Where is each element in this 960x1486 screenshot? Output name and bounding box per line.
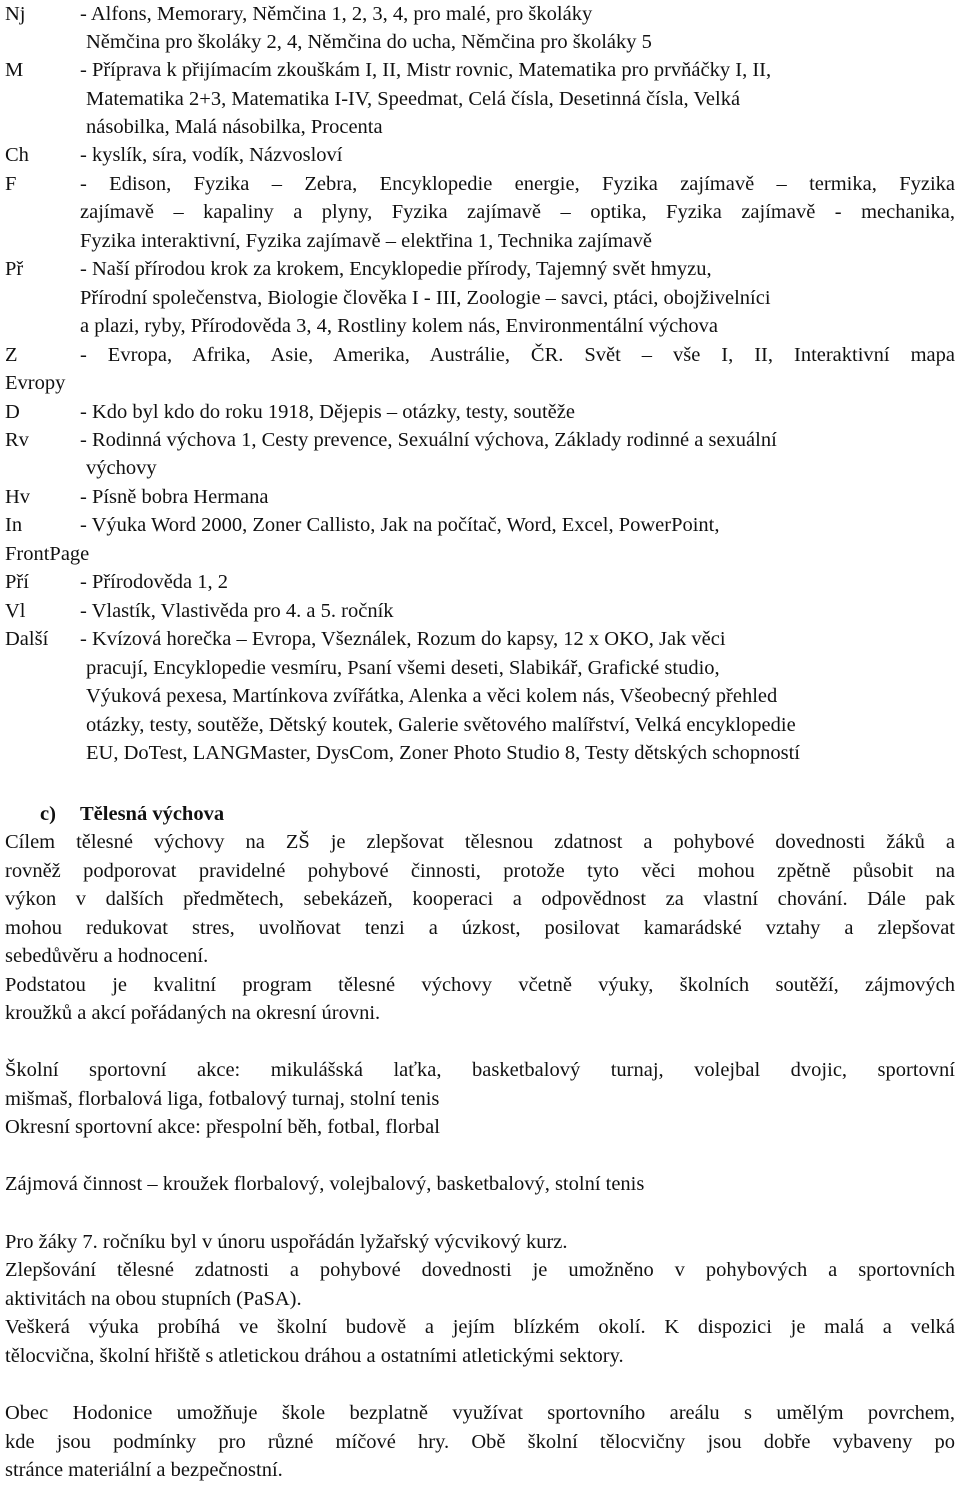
paragraph-line: Veškerá výuka probíhá ve školní budově a jejím blízkém okolí. K dispozici je malá a velká (5, 1316, 955, 1338)
paragraph-line: výkon v dalších předmětech, sebekázeň, kooperaci a odpovědnost za vlastní chování. Dále pak (5, 888, 955, 910)
paragraph-line: Školní sportovní akce: mikulášská laťka, basketbalový turnaj, volejbal dvojic, sportovní (5, 1059, 955, 1081)
paragraph-line: Zájmová činnost – kroužek florbalový, volejbalový, basketbalový, stolní tenis (5, 1173, 645, 1195)
subject-line: zajímavě – kapaliny a plyny, Fyzika zajímavě – optika, Fyzika zajímavě - mechanika, (80, 201, 955, 223)
subject-line: a plazi, ryby, Přírodověda 3, 4, Rostliny kolem nás, Environmentální výchova (80, 315, 719, 337)
subject-code-f: F (5, 173, 17, 195)
subject-code-dalsi: Další (5, 628, 49, 650)
subject-code-m: M (5, 59, 24, 81)
paragraph-line: mišmaš, florbalová liga, fotbalový turnaj, stolní tenis (5, 1088, 440, 1110)
subject-code-pr: Př (5, 258, 24, 280)
subject-code-z: Z (5, 344, 18, 366)
subject-line: otázky, testy, soutěže, Dětský koutek, Galerie světového malířství, Velká encyklopedie (86, 714, 796, 736)
paragraph-line: Okresní sportovní akce: přespolní běh, fotbal, florbal (5, 1116, 440, 1138)
paragraph-line: stránce materiální a bezpečnostní. (5, 1459, 283, 1481)
section-letter: c) (40, 803, 56, 825)
subject-line: - Kdo byl kdo do roku 1918, Dějepis – otázky, testy, soutěže (80, 401, 575, 423)
subject-code-pri: Pří (5, 571, 29, 593)
section-title: Tělesná výchova (80, 803, 225, 825)
paragraph-line: Zlepšování tělesné zdatnosti a pohybové dovednosti je umožněno v pohybových a sportovních (5, 1259, 955, 1281)
subject-line: - Přírodověda 1, 2 (80, 571, 229, 593)
subject-line: Výuková pexesa, Martínkova zvířátka, Alenka a věci kolem nás, Všeobecný přehled (86, 685, 778, 707)
subject-line: - Vlastík, Vlastivěda pro 4. a 5. ročník (80, 600, 394, 622)
subject-line: - Rodinná výchova 1, Cesty prevence, Sexuální výchova, Základy rodinné a sexuální (80, 429, 777, 451)
subject-line: Fyzika interaktivní, Fyzika zajímavě – elektřina 1, Technika zajímavě (80, 230, 652, 252)
subject-line: FrontPage (5, 543, 90, 565)
subject-code-hv: Hv (5, 486, 31, 508)
subject-line: Evropy (5, 372, 66, 394)
subject-line: EU, DoTest, LANGMaster, DysCom, Zoner Photo Studio 8, Testy dětských schopností (86, 742, 800, 764)
subject-line: - Kvízová horečka – Evropa, Všeználek, Rozum do kapsy, 12 x OKO, Jak věci (80, 628, 726, 650)
subject-line: - kyslík, síra, vodík, Názvosloví (80, 144, 343, 166)
paragraph-line: kroužků a akcí pořádaných na okresní úrovni. (5, 1002, 381, 1024)
paragraph-line: kde jsou podmínky pro různé míčové hry. Obě školní tělocvičny jsou dobře vybaveny po (5, 1431, 955, 1453)
subject-line: - Výuka Word 2000, Zoner Callisto, Jak na počítač, Word, Excel, PowerPoint, (80, 514, 720, 536)
paragraph-line: Obec Hodonice umožňuje škole bezplatně využívat sportovního areálu s umělým povrchem, (5, 1402, 955, 1424)
subject-line: - Evropa, Afrika, Asie, Amerika, Austrálie, ČR. Svět – vše I, II, Interaktivní mapa (80, 344, 955, 366)
subject-code-rv: Rv (5, 429, 29, 451)
paragraph-line: Pro žáky 7. ročníku byl v únoru uspořádán lyžařský výcvikový kurz. (5, 1231, 568, 1253)
subject-code-in: In (5, 514, 23, 536)
subject-line: výchovy (86, 457, 157, 479)
subject-line: - Edison, Fyzika – Zebra, Encyklopedie energie, Fyzika zajímavě – termika, Fyzika (80, 173, 955, 195)
paragraph-line: sebedůvěru a hodnocení. (5, 945, 209, 967)
paragraph-line: rovněž podporovat pravidelné pohybové činnosti, protože tyto věci mohou zpětně působit na (5, 860, 955, 882)
subject-line: Matematika 2+3, Matematika I-IV, Speedmat, Celá čísla, Desetinná čísla, Velká (86, 88, 741, 110)
paragraph-line: mohou redukovat stres, uvolňovat tenzi a úzkost, posilovat kamarádské vztahy a zlepšovat (5, 917, 955, 939)
subject-code-vl: Vl (5, 600, 26, 622)
paragraph-line: Podstatou je kvalitní program tělesné výchovy včetně výuky, školních soutěží, zájmových (5, 974, 955, 996)
subject-line: - Alfons, Memorary, Němčina 1, 2, 3, 4, pro malé, pro školáky (80, 3, 593, 25)
subject-code-nj: Nj (5, 3, 26, 25)
subject-line: násobilka, Malá násobilka, Procenta (86, 116, 383, 138)
paragraph-line: tělocvična, školní hřiště s atletickou dráhou a ostatními atletickými sektory. (5, 1345, 624, 1367)
subject-line: Přírodní společenstva, Biologie člověka I - III, Zoologie – savci, ptáci, obojživelníci (80, 287, 771, 309)
subject-code-d: D (5, 401, 20, 423)
subject-line: - Naší přírodou krok za krokem, Encyklopedie přírody, Tajemný svět hmyzu, (80, 258, 712, 280)
paragraph-line: Cílem tělesné výchovy na ZŠ je zlepšovat tělesnou zdatnost a pohybové dovednosti žáků a (5, 831, 955, 853)
subject-line: pracují, Encyklopedie vesmíru, Psaní všemi deseti, Slabikář, Grafické studio, (86, 657, 720, 679)
subject-line: - Písně bobra Hermana (80, 486, 269, 508)
subject-code-ch: Ch (5, 144, 29, 166)
paragraph-line: aktivitách na obou stupních (PaSA). (5, 1288, 302, 1310)
subject-line: Němčina pro školáky 2, 4, Němčina do ucha, Němčina pro školáky 5 (86, 31, 652, 53)
subject-line: - Příprava k přijímacím zkouškám I, II, Mistr rovnic, Matematika pro prvňáčky I, II, (80, 59, 772, 81)
